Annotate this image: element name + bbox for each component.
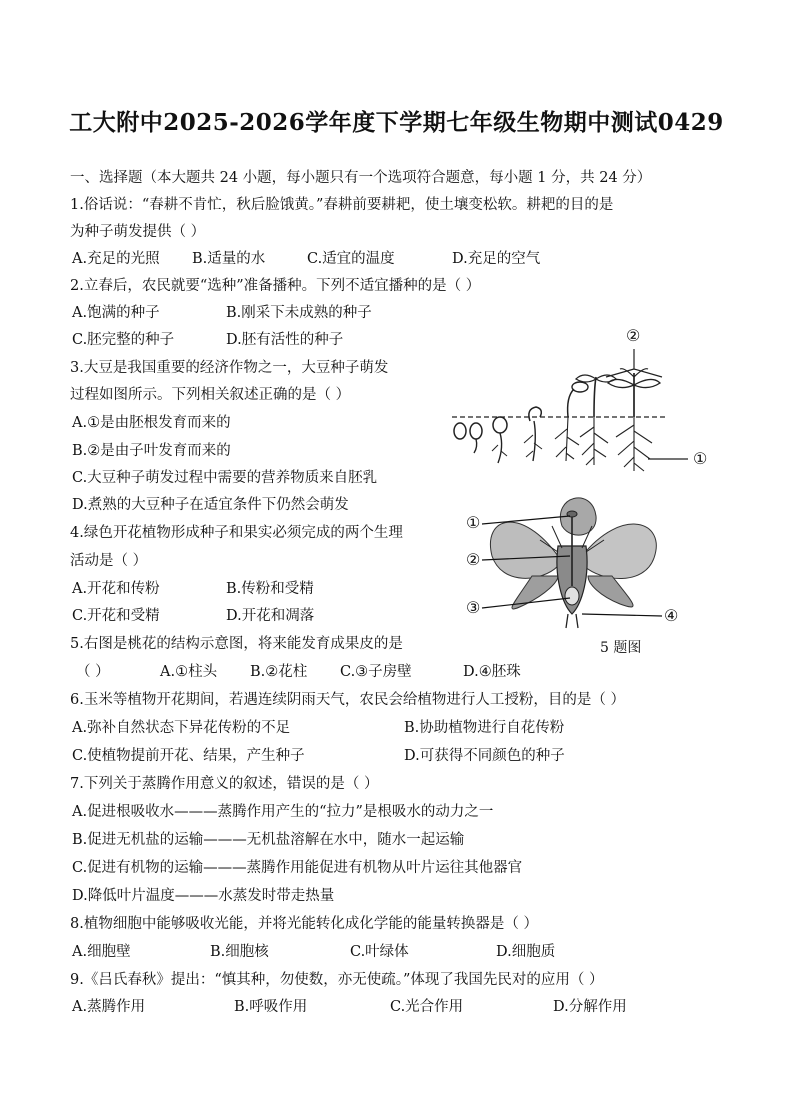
q2-option-a[interactable]: A.饱满的种子 [72,305,160,321]
q8-option-d[interactable]: D.细胞质 [496,944,556,960]
q6-option-d[interactable]: D.可获得不同颜色的种子 [404,748,565,764]
q9-option-d[interactable]: D.分解作用 [553,999,627,1015]
q8-option-b[interactable]: B.细胞核 [210,944,269,960]
q2-stem: 2.立春后，农民就要“选种”准备播种。下列不适宜播种的是（ ） [70,278,481,294]
q7-option-b[interactable]: B.促进无机盐的运输———无机盐溶解在水中，随水一起运输 [72,832,465,848]
q1-option-b[interactable]: B.适量的水 [192,251,266,267]
q9-option-b[interactable]: B.呼吸作用 [234,999,308,1015]
q3-figure-label-2: ② [626,326,641,345]
q5-figure-label-4: ④ [664,606,679,625]
q1-stem-line2: 为种子萌发提供（ ） [70,224,206,240]
peach-flower-figure [462,486,692,636]
q1-option-a[interactable]: A.充足的光照 [72,251,160,267]
q5-option-a[interactable]: A.①柱头 [160,664,218,680]
q3-option-a[interactable]: A.①是由胚根发育而来的 [72,415,231,431]
q5-figure-label-3: ③ [466,598,481,617]
q8-stem: 8.植物细胞中能够吸收光能，并将光能转化成化学能的能量转换器是（ ） [70,916,538,932]
q5-option-d[interactable]: D.④胚珠 [463,664,521,680]
q6-option-a[interactable]: A.弥补自然状态下异花传粉的不足 [72,720,291,736]
q5-figure-label-2: ② [466,550,481,569]
q4-stem-line1: 4.绿色开花植物形成种子和果实必须完成的两个生理 [70,525,403,541]
q3-option-c[interactable]: C.大豆种子萌发过程中需要的营养物质来自胚乳 [72,470,378,486]
q4-option-b[interactable]: B.传粉和受精 [226,581,314,597]
q6-stem: 6.玉米等植物开花期间，若遇连续阴雨天气，农民会给植物进行人工授粉，目的是（ ） [70,692,625,708]
q6-option-c[interactable]: C.使植物提前开花、结果，产生种子 [72,748,305,764]
q8-option-c[interactable]: C.叶绿体 [350,944,409,960]
q5-figure-label-1: ① [466,513,481,532]
q4-stem-line2: 活动是（ ） [70,553,148,569]
q5-stem: 5.右图是桃花的结构示意图，将来能发育成果皮的是 [70,636,403,652]
q9-stem: 9.《吕氏春秋》提出：“慎其种，勿使数，亦无使疏。”体现了我国先民对的应用（ ） [70,972,604,988]
q4-option-a[interactable]: A.开花和传粉 [72,581,160,597]
q7-option-a[interactable]: A.促进根吸收水———蒸腾作用产生的“拉力”是根吸水的动力之一 [72,804,494,820]
q5-option-c[interactable]: C.③子房壁 [340,664,412,680]
q5-option-b[interactable]: B.②花柱 [250,664,308,680]
q8-option-a[interactable]: A.细胞壁 [72,944,131,960]
q7-option-c[interactable]: C.促进有机物的运输———蒸腾作用能促进有机物从叶片运往其他器官 [72,860,523,876]
q7-stem: 7.下列关于蒸腾作用意义的叙述，错误的是（ ） [70,776,379,792]
q3-stem-line2: 过程如图所示。下列相关叙述正确的是（ ） [70,387,351,403]
q2-option-d[interactable]: D.胚有活性的种子 [226,332,344,348]
q6-option-b[interactable]: B.协助植物进行自花传粉 [404,720,565,736]
q4-option-c[interactable]: C.开花和受精 [72,608,160,624]
q4-option-d[interactable]: D.开花和凋落 [226,608,315,624]
q9-option-a[interactable]: A.蒸腾作用 [72,999,146,1015]
q1-option-c[interactable]: C.适宜的温度 [307,251,395,267]
q3-option-b[interactable]: B.②是由子叶发育而来的 [72,443,231,459]
q3-stem-line1: 3.大豆是我国重要的经济作物之一，大豆种子萌发 [70,360,389,376]
q3-figure-label-1: ① [693,449,708,468]
q1-stem-line1: 1.俗话说：“春耕不肯忙，秋后脸饿黄。”春耕前要耕耙，使土壤变松软。耕耙的目的是 [70,197,614,213]
q1-option-d[interactable]: D.充足的空气 [452,251,541,267]
q9-option-c[interactable]: C.光合作用 [390,999,464,1015]
q3-option-d[interactable]: D.煮熟的大豆种子在适宜条件下仍然会萌发 [72,497,349,513]
q2-option-c[interactable]: C.胚完整的种子 [72,332,175,348]
q5-paren: （ ） [76,664,110,680]
section-heading: 一、选择题（本大题共 24 小题，每小题只有一个选项符合题意，每小题 1 分，共 24 分） [70,170,652,186]
q7-option-d[interactable]: D.降低叶片温度———水蒸发时带走热量 [72,888,335,904]
q2-option-b[interactable]: B.刚采下未成熟的种子 [226,305,372,321]
page-title: 工大附中2025-2026学年度下学期七年级生物期中测试0429 [69,109,724,136]
q5-figure-caption: 5 题图 [600,640,642,656]
